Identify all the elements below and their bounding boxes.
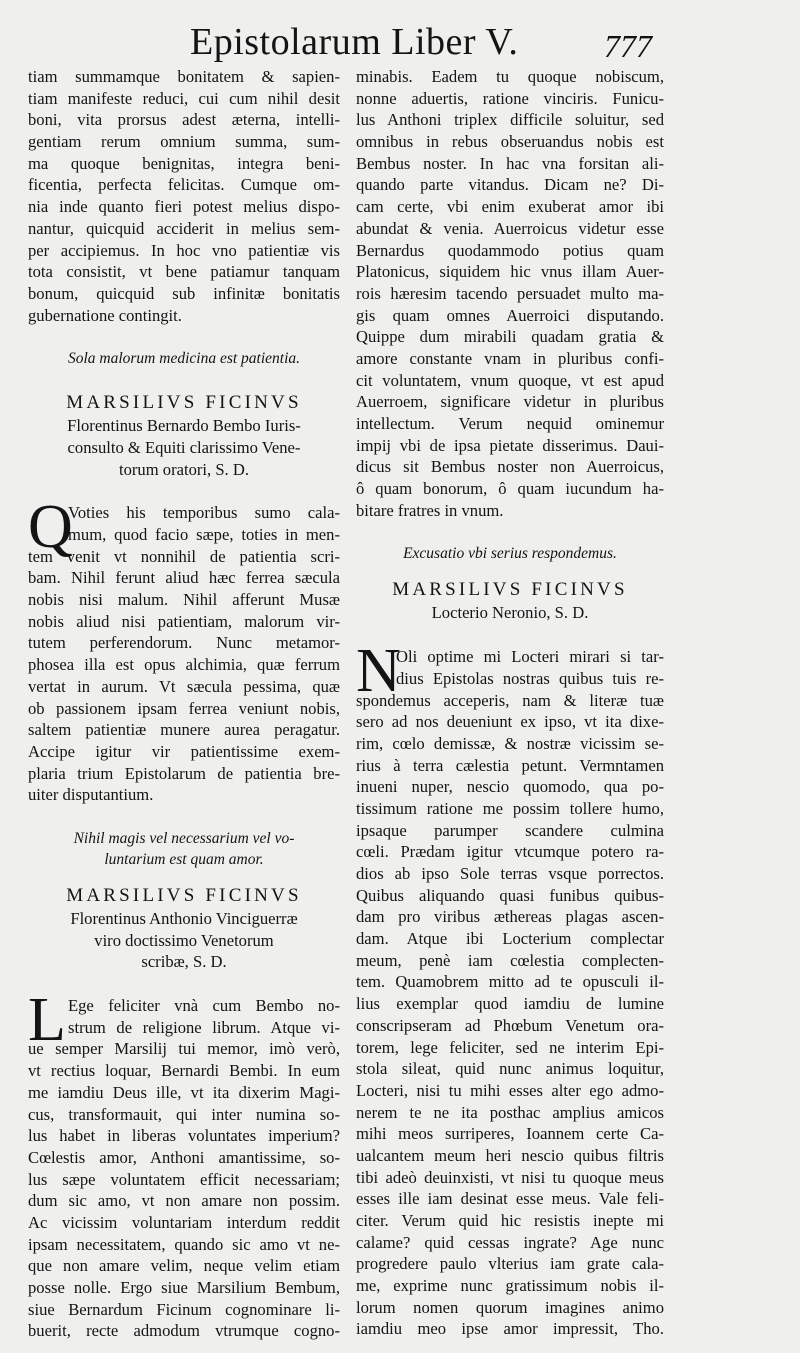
- drop-capital: N: [356, 637, 401, 706]
- text-line: bam. Nihil ferunt aliud hæc ferrea sæcula: [28, 568, 340, 588]
- text-line: lus Anthoni triplex difficile soluitur, sed: [356, 110, 664, 130]
- letter-continuation: [356, 66, 664, 521]
- text-line: tem venit vt nonnihil de patientia scri-: [28, 546, 340, 566]
- text-line: conscripseram ad Phœbum Venetum ora-: [356, 1015, 664, 1035]
- text-line: lius exemplar quod iamdiu de lumine: [356, 994, 664, 1014]
- text-line: abundat & venia. Auerroicus videtur esse: [356, 218, 664, 238]
- text-line: spondemus acceperis, nam & literæ tuæ: [356, 690, 664, 710]
- drop-capital: Q: [28, 493, 73, 562]
- text-line: torem, lege feliciter, sed ne interim Epi-: [356, 1037, 664, 1057]
- text-line: que non amare velim, neque velim etiam: [28, 1256, 340, 1276]
- text-line: cit voluntatem, vnum quoque, vt est apud: [356, 370, 664, 390]
- salutation-line: Florentinus Bernardo Bembo Iuris-: [67, 416, 301, 436]
- text-line: tibi adeò deuinxisti, vt nisi tu quoque meus: [356, 1167, 664, 1187]
- text-line: phosea illa est opus alchimia, quæ ferrum: [28, 655, 340, 675]
- text-line: Bembus noster. In hac vna forsitan ali-: [356, 153, 664, 173]
- text-line: gubernatione contingit.: [28, 305, 182, 325]
- text-line: saltem patientiæ munere aurea peragatur.: [28, 720, 340, 740]
- text-line: strum de religione librum. Atque vi-: [68, 1017, 340, 1037]
- letter-body: [28, 986, 340, 1342]
- right-column: [356, 66, 664, 1340]
- text-line: stola sileat, quid nunc animus loquitur,: [356, 1059, 664, 1079]
- text-line: ipsam necessitatem, quando sic amo vt ne-: [28, 1234, 340, 1254]
- text-line: dios ab ipso Sole terras vsque porrectos.: [356, 864, 664, 884]
- drop-capital: L: [28, 986, 66, 1055]
- text-line: ue semper Marsilij tui memor, imò verò,: [28, 1039, 340, 1059]
- text-line: ipsaque parumper scandere culmina: [356, 820, 664, 840]
- text-line: bonum, quicquid sub infinitæ bonitatis: [28, 283, 340, 303]
- text-line: Ege feliciter vnà cum Bembo no-: [68, 996, 340, 1016]
- text-line: esses ille iam desinat esse meus. Vale feli-: [356, 1189, 664, 1209]
- text-line: Ac vicissim voluntariam interdum reddit: [28, 1212, 340, 1232]
- text-line: dicus sit Bembus noster non Auerroicus,: [356, 457, 664, 477]
- text-line: nerem te ne ita posthac amplius amicos: [356, 1102, 664, 1122]
- author-heading: MARSILIVS FICINVS: [66, 884, 302, 906]
- text-line: Voties his temporibus sumo cala-: [68, 503, 340, 523]
- text-line: nia inde quanto fieri potest melius dispo-: [28, 197, 340, 217]
- text-line: lus sæpe voluntatem efficit necessariam;: [28, 1169, 340, 1189]
- text-line: cam certe, vbi enim exuberat amor ibi: [356, 197, 664, 217]
- text-line: tissimum ratione me possim tollere humo,: [356, 798, 664, 818]
- text-line: Cœlestis amor, Anthoni amantissime, so-: [28, 1147, 340, 1167]
- text-line: cus, transformauit, qui inter numina so-: [28, 1104, 340, 1124]
- text-line: Oli optime mi Locteri mirari si tar-: [396, 647, 664, 667]
- text-line: nobis nisi malum. Nihil afferunt Musæ: [28, 590, 340, 610]
- text-line: plaria trium Epistolarum de patientia bre-: [28, 763, 340, 783]
- text-line: rois hæresim tacendo persuadet multo ma-: [356, 283, 664, 303]
- text-line: posse nolle. Ergo siue Marsilium Bembum,: [28, 1278, 340, 1298]
- text-line: amore constante vnam in pluribus confi-: [356, 348, 664, 368]
- text-line: gentiam rerum omnium summa, sum-: [28, 132, 340, 152]
- text-line: ô quam bonorum, ô quam iucundum ha-: [356, 479, 664, 499]
- text-line: vt rectius loquar, Bernardi Bembi. In eum: [28, 1061, 340, 1081]
- text-line: bitare fratres in vnum.: [356, 500, 504, 520]
- rubric: Sola malorum medicina est patientia.: [67, 350, 301, 368]
- text-line: calame? quid cessas ingrate? Age nunc: [356, 1232, 664, 1252]
- text-line: ficentia, perfecta felicitas. Cumque om-: [28, 175, 340, 195]
- text-line: tota consistit, vt bene patiamur tanquam: [28, 262, 340, 282]
- text-line: Bernardus quodammodo potius quam: [356, 240, 664, 260]
- letter-body: [356, 637, 664, 1340]
- text-line: tem. Quamobrem mitto ad te opusculi il-: [356, 972, 664, 992]
- letter-body: [28, 493, 340, 806]
- text-line: vertat in aurum. Vt sæcula pessima, quæ: [28, 676, 340, 696]
- text-line: ualcantem meum heri nescio quibus filtris: [356, 1145, 664, 1165]
- text-line: rius à terra cælestia petunt. Vermntamen: [356, 755, 664, 775]
- author-heading: MARSILIVS FICINVS: [66, 392, 302, 414]
- text-line: Platonicus, siquidem hic vnus illam Auer-: [356, 262, 664, 282]
- text-line: ob passionem ipsam ferrea veniunt nobis,: [28, 698, 340, 718]
- text-line: buerit, recte admodum vtrumque cogno-: [28, 1321, 340, 1341]
- text-line: nonne aduertis, ratione vinciris. Funicu-: [356, 88, 664, 108]
- text-line: me, exprime nunc gratissimum nobis il-: [356, 1276, 664, 1296]
- running-title: Epistolarum Liber V.: [190, 21, 519, 63]
- text-line: quando parte vitandus. Dicam ne? Di-: [356, 175, 664, 195]
- text-line: progredere paulo vlterius iam grate cala-: [356, 1254, 664, 1274]
- rubric: Excusatio vbi serius respondemus.: [403, 545, 617, 563]
- text-line: mihi meos surriperes, Ioannem certe Ca-: [356, 1124, 664, 1144]
- text-line: cœli. Prædam igitur vtcumque potero ra-: [356, 842, 664, 862]
- text-line: tutem perferendorum. Nunc metamor-: [28, 633, 340, 653]
- text-line: boni, vita prorsus adest æterna, intelli-: [28, 110, 340, 130]
- salutation-line: viro doctissimo Venetorum: [94, 930, 274, 950]
- letter-continuation: [28, 66, 340, 326]
- text-line: citer. Verum quid hic resistis inepte mi: [356, 1211, 664, 1231]
- rubric: Nihil magis vel necessarium vel vo-: [73, 829, 295, 847]
- salutation-line: Florentinus Anthonio Vinciguerræ: [70, 908, 298, 928]
- salutation-line: Locterio Neronio, S. D.: [431, 603, 589, 623]
- text-line: uiter disputantium.: [28, 785, 154, 805]
- text-line: Quibus aliquando quasi funibus quibus-: [356, 885, 664, 905]
- text-line: dum sic amo, vt non amare non possim.: [28, 1191, 340, 1211]
- text-line: impij vbi de ipsa pietate disserimus. Daui-: [356, 435, 664, 455]
- text-line: Auerroem, significare videtur in pluribus: [356, 392, 664, 412]
- text-line: per accipiemus. In hoc vno patientiæ vis: [28, 240, 340, 260]
- text-line: Accipe igitur vir patientissime exem-: [28, 741, 340, 761]
- text-line: lus habet in liberas voluntates imperium?: [28, 1126, 340, 1146]
- page-header: [0, 14, 800, 74]
- text-line: gis quam omnes Auerroici disputando.: [356, 305, 664, 325]
- salutation-line: torum oratori, S. D.: [119, 459, 249, 479]
- text-line: nobis aliud nisi patientiam, malorum vir-: [28, 611, 340, 631]
- author-heading: MARSILIVS FICINVS: [392, 579, 628, 601]
- text-line: meum, penè iam cœlestia complecten-: [356, 950, 664, 970]
- text-line: nantur, quicquid acciderit in melius sem-: [28, 218, 340, 238]
- text-line: mum, quod facio sæpe, toties in men-: [68, 525, 340, 545]
- salutation-line: consulto & Equiti clarissimo Vene-: [67, 437, 301, 457]
- text-line: tiam summamque bonitatem & sapien-: [28, 67, 340, 86]
- text-line: ma quoque benignitas, integra beni-: [28, 153, 340, 173]
- text-line: Quippe dum mirabili quadam gratia &: [356, 327, 664, 347]
- text-line: siue Bernardum Ficinum cognominare li-: [28, 1299, 340, 1319]
- text-line: Locteri, nisi tu mihi esses alter ego admo-: [356, 1080, 664, 1100]
- text-line: rim, cœlo demissæ, & nostræ vicissim se-: [356, 733, 664, 753]
- text-line: lorum nomen quorum imagines animo: [356, 1297, 664, 1317]
- text-line: dius Epistolas nostras quibus tuis re-: [396, 668, 664, 688]
- text-line: dam. Atque ibi Locterium complectar: [356, 929, 664, 949]
- text-line: me iamdiu Deus ille, vt ita dixerim Magi-: [28, 1082, 340, 1102]
- salutation-line: scribæ, S. D.: [141, 952, 227, 972]
- text-line: minabis. Eadem tu quoque nobiscum,: [356, 67, 664, 86]
- left-column: [28, 66, 340, 1342]
- text-line: inueni nuper, nescio quomodo, qua po-: [356, 777, 664, 797]
- text-line: intellectum. Verum nequid ominemur: [356, 414, 664, 433]
- page-number: 777: [604, 28, 652, 64]
- text-line: tiam manifeste reduci, cui cum nihil desit: [28, 88, 340, 108]
- text-line: omnibus in rebus obseruandus nobis est: [356, 132, 664, 152]
- text-line: iamdiu meo ipse amor impressit, Tho.: [356, 1319, 664, 1339]
- text-line: sero ad nos deueniunt ex ipso, vt ita dixe-: [356, 712, 664, 732]
- text-line: dam pro viribus æthereas plagas ascen-: [356, 907, 664, 927]
- rubric: luntarium est quam amor.: [104, 850, 264, 868]
